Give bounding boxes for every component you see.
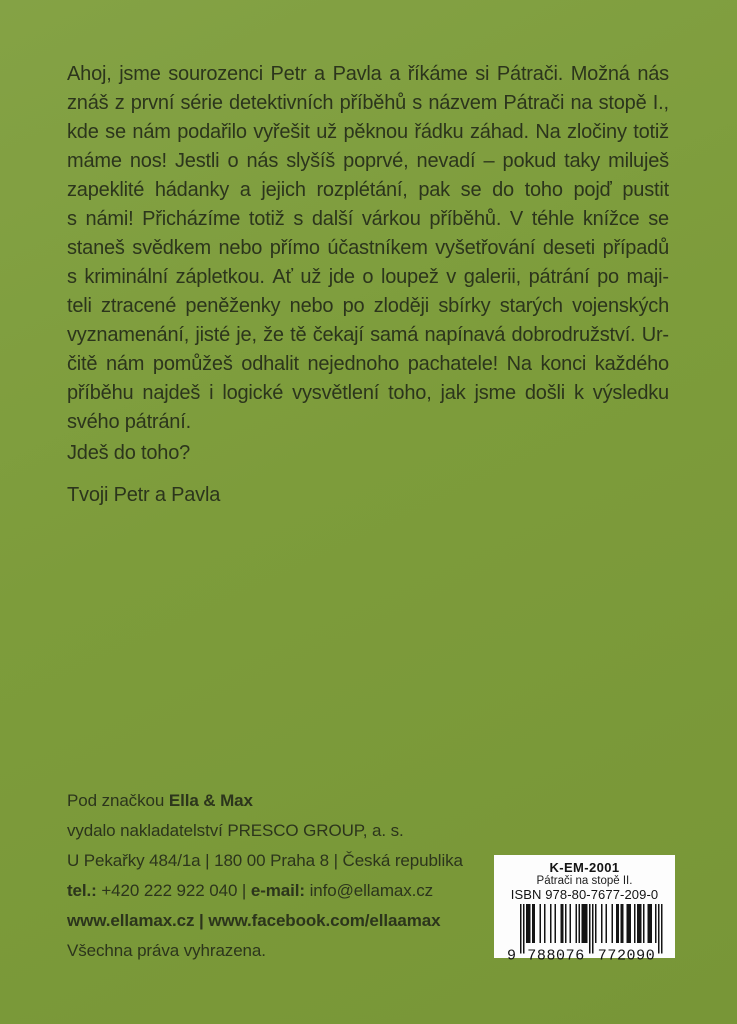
ean-barcode-svg [504,904,666,961]
isbn-number: ISBN 978-80-7677-209-0 [510,887,659,902]
question-line: Jdeš do toho? [67,442,191,464]
blurb-line: znáš z první série detektivních příběhů s názvem Pátrači na stopě I., [67,92,669,114]
blurb-line: teli ztracené peněženky nebo po zloději sbírky starých vojenských [67,295,669,317]
blurb-line: máme nos! Jestli o nás slyšíš poprvé, nevadí – pokud taky miluješ [67,150,669,172]
signature-line: Tvoji Petr a Pavla [67,484,221,506]
imprint-block [67,786,463,966]
svg-text:9: 9 [506,947,516,961]
ean-barcode [504,902,666,961]
imprint-contact-line [67,876,463,906]
barcode-book-title: Pátrači na stopě II. [536,875,633,887]
svg-text:788076: 788076 [526,947,584,961]
blurb-line: s kriminální zápletkou. Ať už jde o loupež v galerii, pátrání po maji- [67,266,669,288]
imprint-web-line: www.ellamax.cz | www.facebook.com/ellaamax [67,911,441,930]
product-code: K-EM-2001 [549,860,620,875]
blurb-line: s námi! Přicházíme totiž s další várkou příběhů. V téhle knížce se [67,208,669,230]
blurb-line: kde se nám podařilo vyřešit už pěknou řádku záhad. Na zločiny totiž [67,121,669,143]
blurb-line: svého pátrání. [67,411,191,433]
blurb-line: Ahoj, jsme sourozenci Petr a Pavla a říkáme si Pátrači. Možná nás [67,63,669,85]
imprint-brand-line [67,786,463,816]
imprint-address-line: U Pekařky 484/1a | 180 00 Praha 8 | Česká republika [67,851,463,870]
tel-label: tel.: [67,881,97,900]
tel-value: +420 222 922 040 | [96,881,251,900]
blurb-line: příběhu najdeš i logické vysvětlení toho, jak jsme došli k výsledku [67,382,669,404]
imprint-rights-line: Všechna práva vyhrazena. [67,941,266,960]
brand-name: Ella & Max [168,791,253,810]
blurb-line: čitě nám pomůžeš odhalit nejednoho pachatele! Na konci každého [67,353,669,375]
svg-text:772090: 772090 [597,947,655,961]
brand-prefix: Pod značkou [67,791,169,810]
blurb-line: zapeklité hádanky a jejich rozplétání, pak se do toho pojď pustit [67,179,669,201]
blurb-line: vyznamenání, jisté je, že tě čekají samá napínavá dobrodružství. Ur- [67,324,669,346]
barcode-sticker [494,855,675,961]
email-label: e-mail: [250,881,305,900]
blurb-paragraph [67,60,669,437]
email-value: info@ellamax.cz [304,881,434,900]
blurb-line: staneš svědkem nebo přímo účastníkem vyšetřování deseti případů [67,237,669,259]
imprint-publisher-line: vydalo nakladatelství PRESCO GROUP, a. s. [67,821,404,840]
